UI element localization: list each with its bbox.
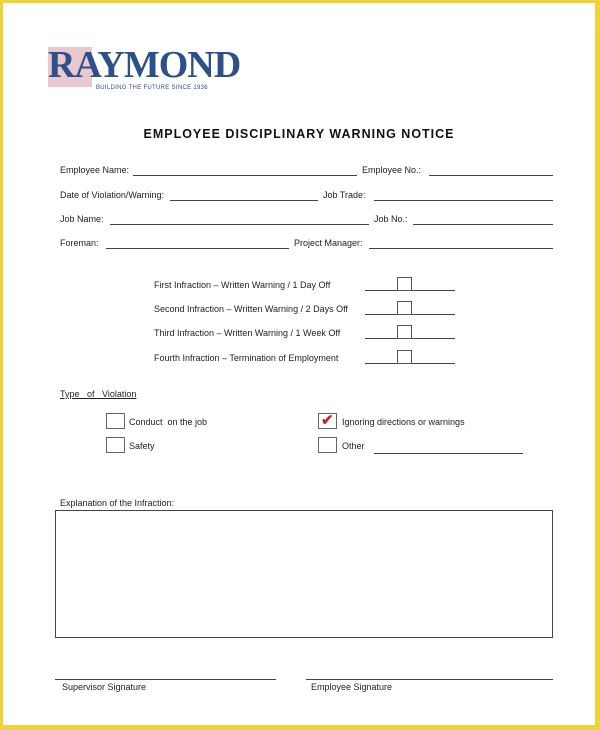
project-manager-field[interactable] <box>369 248 553 249</box>
job-trade-field[interactable] <box>374 200 553 201</box>
job-no-field[interactable] <box>413 224 553 225</box>
other-checkbox[interactable] <box>318 437 337 453</box>
infraction-2-label: Second Infraction – Written Warning / 2 Days Off <box>154 304 348 314</box>
employee-signature-label: Employee Signature <box>311 682 393 692</box>
explanation-label: Explanation of the Infraction: <box>60 498 175 508</box>
infraction-3-label: Third Infraction – Written Warning / 1 Week Off <box>154 328 341 338</box>
employee-no-label: Employee No.: <box>362 165 422 175</box>
infraction-1-checkbox[interactable] <box>397 277 412 291</box>
supervisor-signature-label: Supervisor Signature <box>62 682 147 692</box>
employee-no-field[interactable] <box>429 175 553 176</box>
form-page <box>3 3 595 725</box>
logo-brand-text: RAYMOND <box>48 44 241 86</box>
foreman-field[interactable] <box>106 248 289 249</box>
other-label: Other <box>342 441 365 451</box>
job-name-field[interactable] <box>110 224 369 225</box>
safety-label: Safety <box>129 441 155 451</box>
foreman-label: Foreman: <box>60 238 99 248</box>
safety-checkbox[interactable] <box>106 437 125 453</box>
project-manager-label: Project Manager: <box>294 238 363 248</box>
ignoring-directions-label: Ignoring directions or warnings <box>342 417 465 427</box>
employee-signature-line[interactable] <box>306 679 553 680</box>
supervisor-signature-line[interactable] <box>55 679 276 680</box>
date-of-violation-field[interactable] <box>170 200 318 201</box>
infraction-2-checkbox[interactable] <box>397 301 412 315</box>
violation-heading: Type of Violation <box>60 389 137 399</box>
infraction-4-checkbox[interactable] <box>397 350 412 364</box>
employee-name-field[interactable] <box>133 175 357 176</box>
checkmark-icon: ✔ <box>321 412 334 429</box>
logo-tagline: BUILDING THE FUTURE SINCE 1936 <box>96 85 208 91</box>
explanation-textarea[interactable] <box>55 510 553 638</box>
job-no-label: Job No.: <box>374 214 408 224</box>
employee-name-label: Employee Name: <box>60 165 130 175</box>
job-trade-label: Job Trade: <box>323 190 366 200</box>
other-field[interactable] <box>374 453 523 454</box>
ignoring-directions-checkbox[interactable] <box>318 413 337 429</box>
infraction-3-checkbox[interactable] <box>397 325 412 339</box>
page-title: EMPLOYEE DISCIPLINARY WARNING NOTICE <box>143 127 455 141</box>
conduct-checkbox[interactable] <box>106 413 125 429</box>
conduct-label: Conduct on the job <box>129 417 208 427</box>
company-logo <box>48 45 248 95</box>
infraction-1-label: First Infraction – Written Warning / 1 Day Off <box>154 280 331 290</box>
infraction-4-label: Fourth Infraction – Termination of Employment <box>154 353 339 363</box>
date-of-violation-label: Date of Violation/Warning: <box>60 190 165 200</box>
job-name-label: Job Name: <box>60 214 104 224</box>
